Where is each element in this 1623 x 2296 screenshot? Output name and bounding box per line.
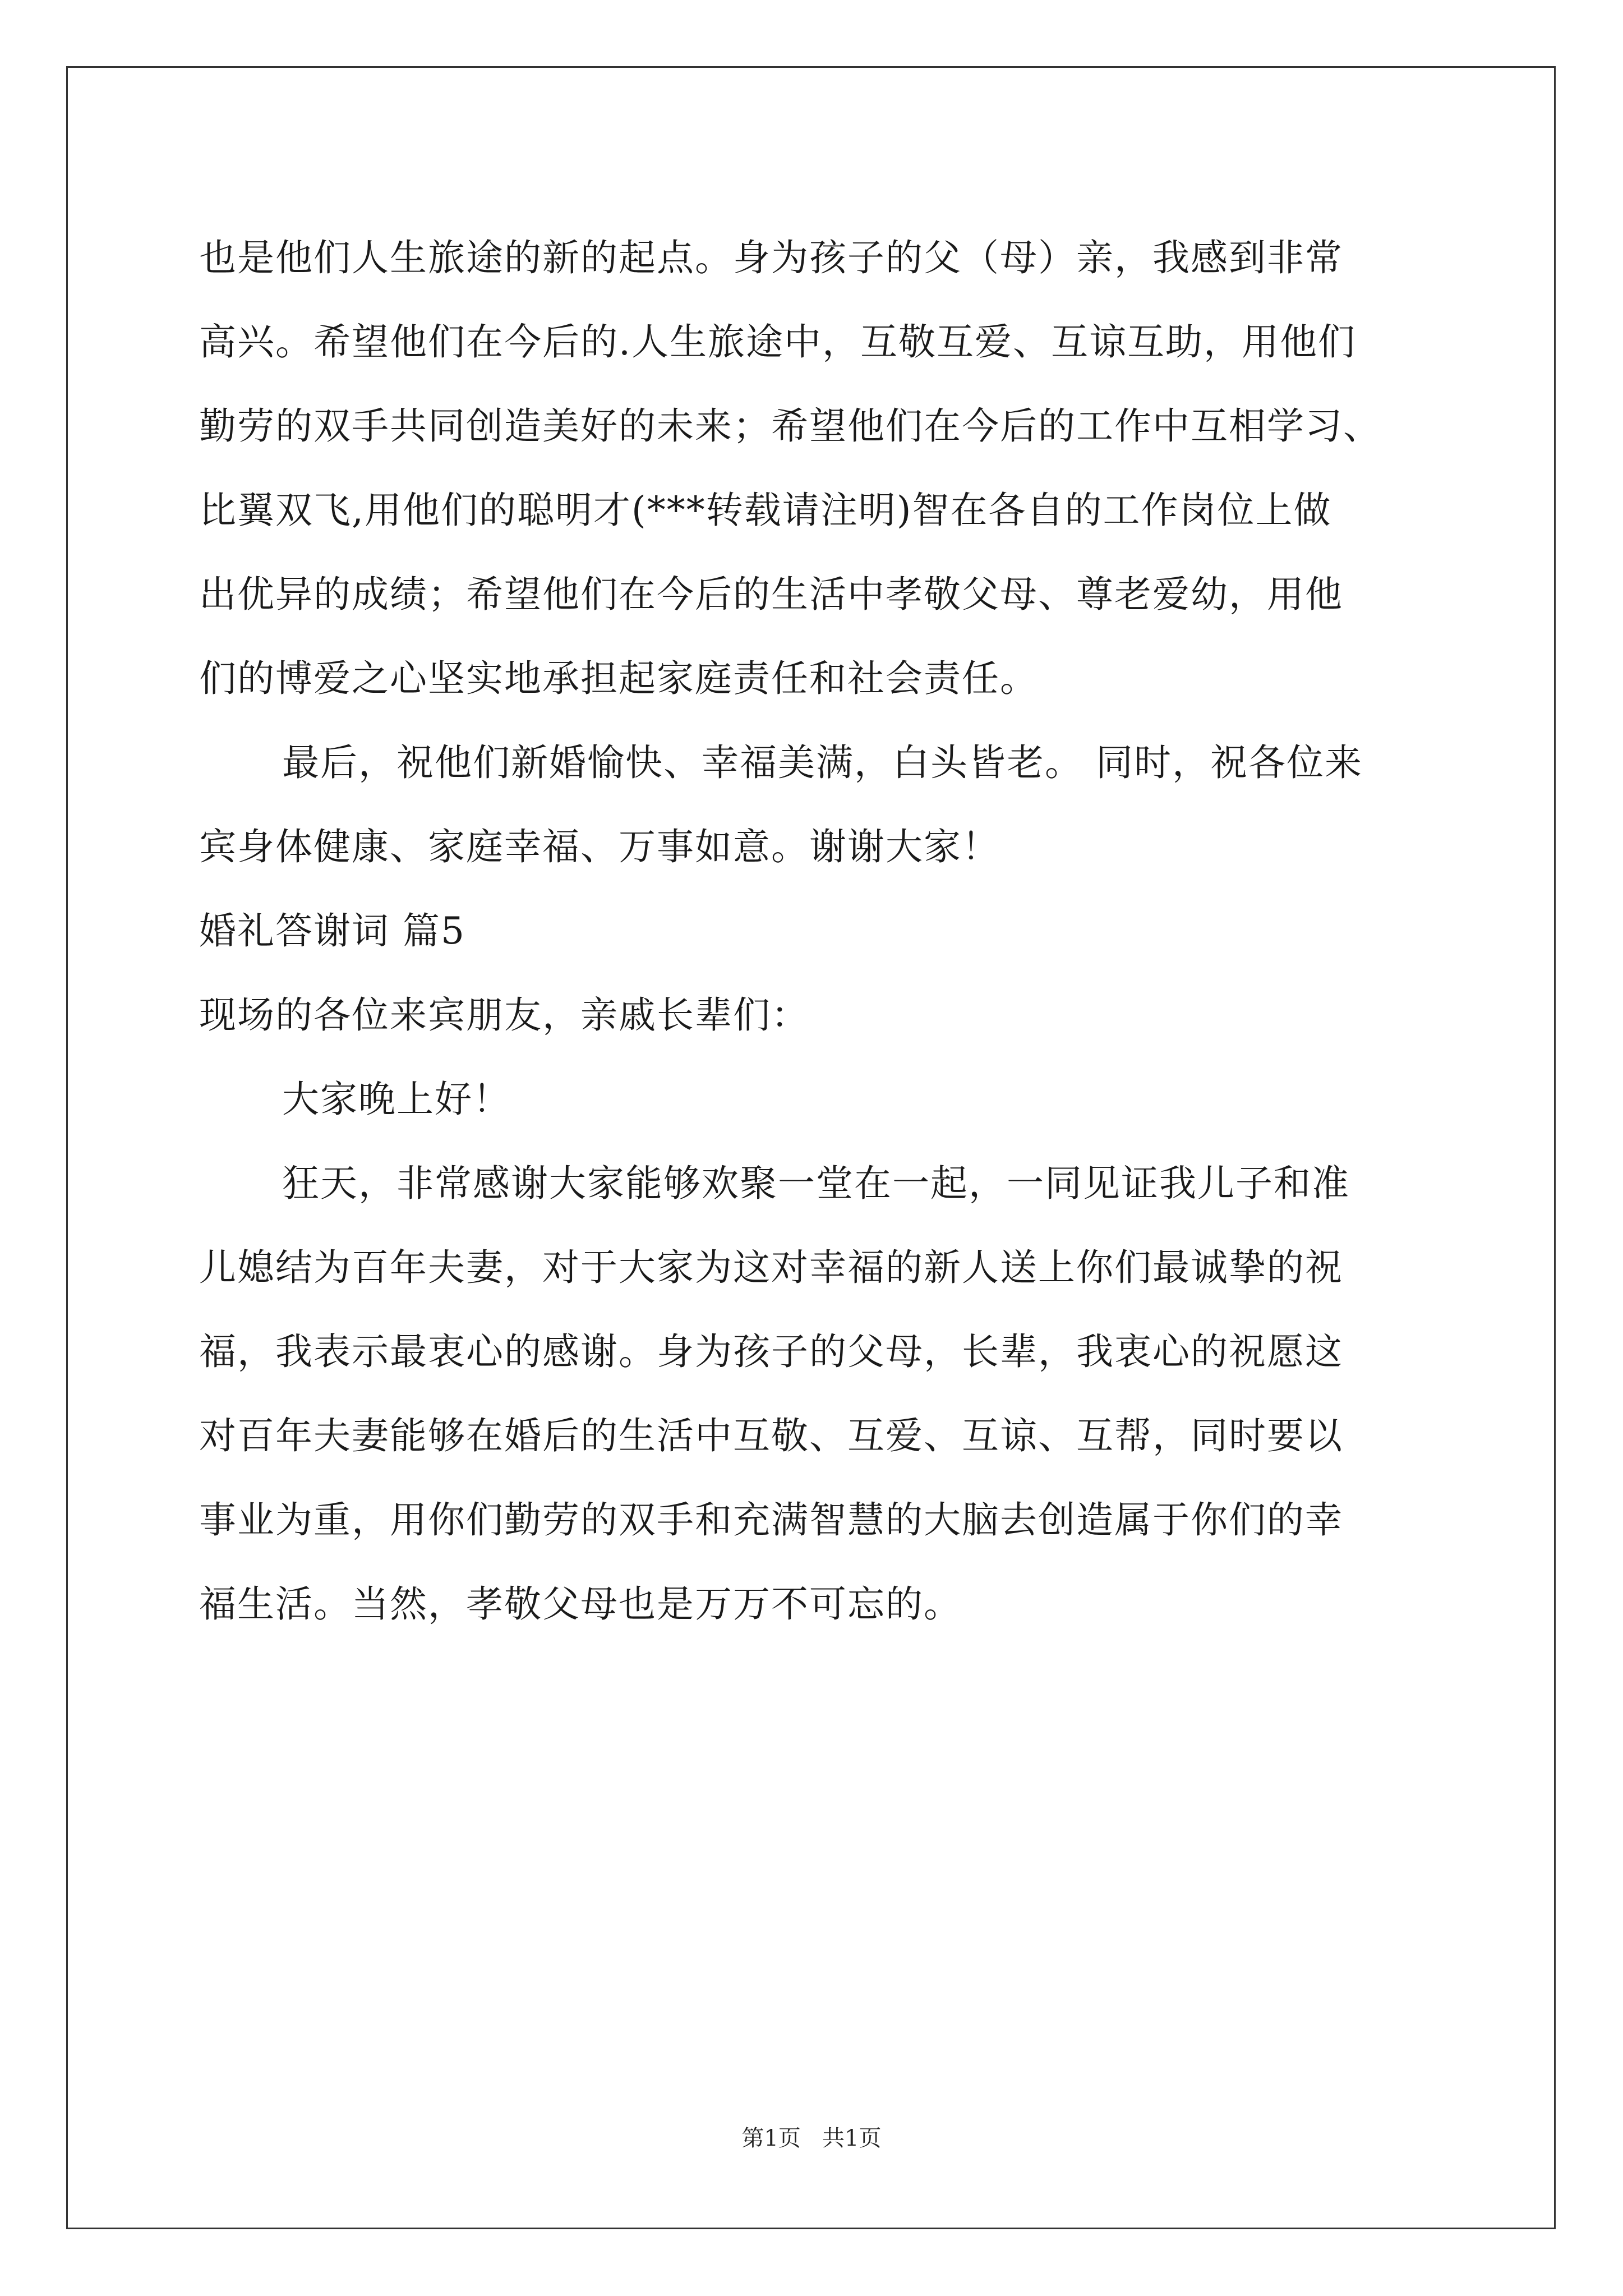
document-body bbox=[199, 216, 1444, 1646]
text-line-2: 高兴。希望他们在今后的.人生旅途中，互敬互爱、互谅互助，用他们 bbox=[199, 320, 1356, 364]
text-line-15: 对百年夫妻能够在婚后的生活中互敬、互爱、互谅、互帮，同时要以 bbox=[199, 1414, 1343, 1457]
text-line-3: 勤劳的双手共同创造美好的未来；希望他们在今后的工作中互相学习、 bbox=[199, 404, 1381, 448]
text-line-4: 比翼双飞,用他们的聪明才(***转载请注明)智在各自的工作岗位上做 bbox=[199, 489, 1332, 532]
salutation: 现场的各位来宾朋友，亲戚长辈们： bbox=[199, 993, 809, 1037]
text-line-6: 们的博爱之心坚实地承担起家庭责任和社会责任。 bbox=[199, 657, 1038, 700]
text-line-5: 出优异的成绩；希望他们在今后的生活中孝敬父母、尊老爱幼，用他 bbox=[199, 573, 1343, 616]
text-line-13: 儿媳结为百年夫妻，对于大家为这对幸福的新人送上你们最诚挚的祝 bbox=[199, 1246, 1343, 1289]
text-line-12: 狂天，非常感谢大家能够欢聚一堂在一起，一同见证我儿子和准 bbox=[282, 1162, 1350, 1205]
page-number-footer: 第1页 共1页 bbox=[741, 2125, 882, 2151]
text-line-8: 宾身体健康、家庭幸福、万事如意。谢谢大家！ bbox=[199, 825, 1000, 868]
greeting: 大家晚上好！ bbox=[282, 1078, 511, 1121]
text-line-14: 福，我表示最衷心的感谢。身为孩子的父母，长辈，我衷心的祝愿这 bbox=[199, 1330, 1343, 1373]
text-line-16: 事业为重，用你们勤劳的双手和充满智慧的大脑去创造属于你们的幸 bbox=[199, 1498, 1343, 1542]
text-line-7: 最后，祝他们新婚愉快、幸福美满，白头皆老。 同时，祝各位来 bbox=[282, 741, 1363, 784]
text-line-1: 也是他们人生旅途的新的起点。身为孩子的父（母）亲，我感到非常 bbox=[199, 236, 1343, 279]
section-heading: 婚礼答谢词 篇5 bbox=[199, 909, 465, 953]
text-line-17: 福生活。当然，孝敬父母也是万万不可忘的。 bbox=[199, 1582, 962, 1626]
